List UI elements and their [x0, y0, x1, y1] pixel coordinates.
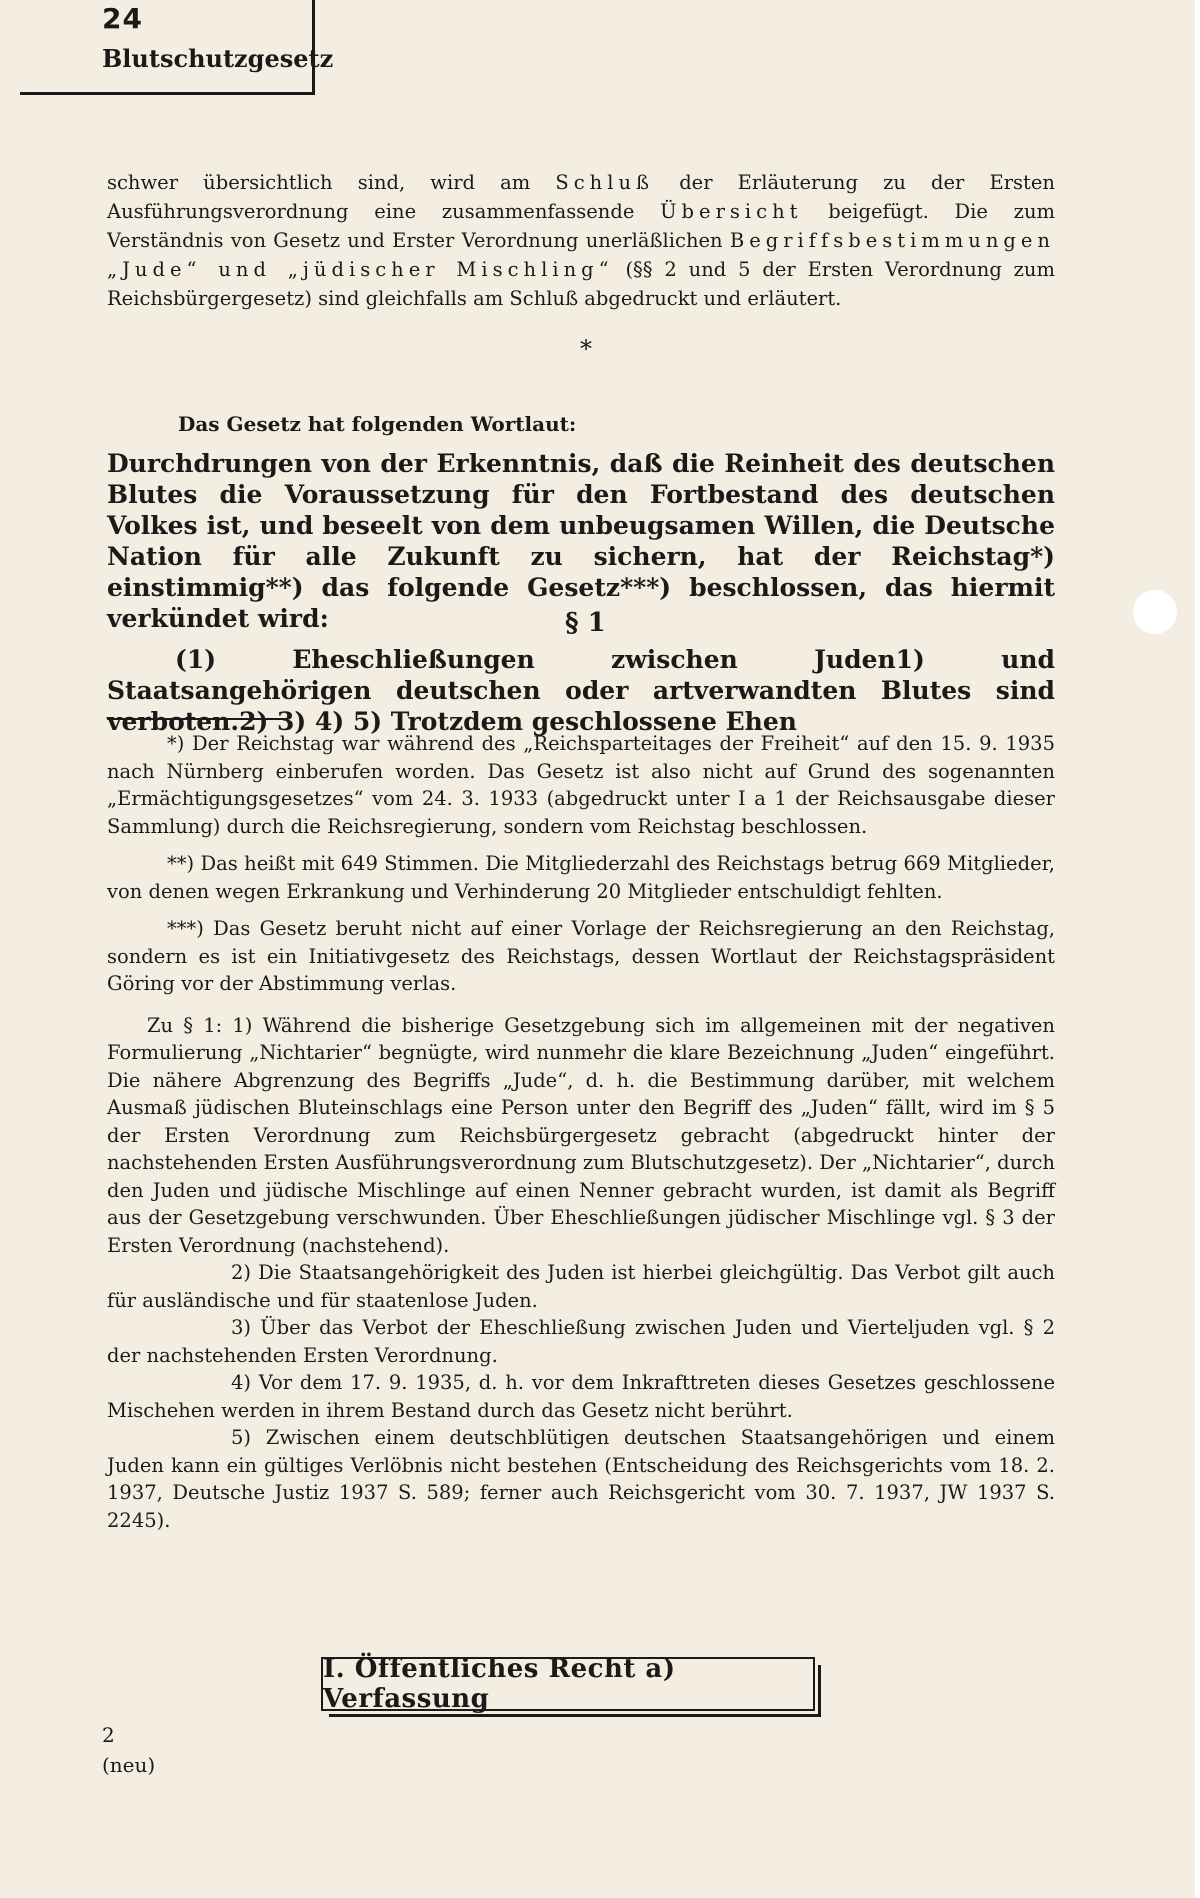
punch-hole: [1133, 590, 1177, 634]
emphasis-uebersicht: Übersicht: [660, 200, 803, 223]
explanation-2: 2) Die Staatsangehörigkeit des Juden ist hierbei gleichgültig. Das Verbot gilt auch für ausländische und für staatenlose Juden.: [107, 1261, 1055, 1312]
intro-text: (§§ 2 und 5 der Ersten Verordnung zum Reichsbürgergesetz) sind gleichfalls am Schluß abgedruckt und erläutert.: [107, 258, 1055, 310]
explanation-5: 5) Zwischen einem deutschblütigen deutschen Staatsangehörigen und einem Juden kann ein gültiges Verlöbnis nicht bestehen (Entscheidung des Reichsgerichts vom 18. 2. 1937, Deutsche Justiz 1937 S. 589; ferner auch Reichsgericht vom 30. 7. 1937, JW 1937 S. 2245).: [107, 1426, 1055, 1532]
page-edge: [1195, 0, 1200, 1898]
footnote-rule: [107, 718, 287, 720]
footnote-2: **) Das heißt mit 649 Stimmen. Die Mitgliederzahl des Reichstags betrug 669 Mitglieder, von denen wegen Erkrankung und Verhinderung 20 Mitglieder entschuldigt fehlten.: [107, 852, 1055, 903]
sheet-number: [102, 1720, 155, 1780]
section-heading: § 1: [565, 608, 606, 638]
section-label: I. Öffentliches Recht a) Verfassung: [323, 1654, 676, 1714]
law-lead: Das Gesetz hat folgenden Wortlaut:: [178, 412, 577, 436]
intro-text: schwer übersichtlich sind, wird am: [107, 171, 556, 194]
footnotes: [107, 730, 1055, 1534]
emphasis-begriffsbestimmungen: Begriffsbestimmungen „Jude“ und „jüdischer Mischling“: [107, 229, 1055, 281]
footnote-1: *) Der Reichstag war während des „Reichsparteitages der Freiheit“ auf den 15. 9. 1935 nach Nürnberg einberufen worden. Das Gesetz ist also nicht auf Grund des sogenannten „Ermächtigungsgesetzes“ vom 24. 3. 1933 (abgedruckt unter I a 1 der Reichsausgabe dieser Sammlung) durch die Reichsregierung, sondern vom Reichstag beschlossen.: [107, 732, 1055, 838]
intro-text: beigefügt. Die zum Verständnis von Gesetz und Erster Verordnung unerläßlichen: [107, 200, 1055, 252]
explanation-4: 4) Vor dem 17. 9. 1935, d. h. vor dem Inkrafttreten dieses Gesetzes geschlossene Mischehen werden in ihrem Bestand durch das Gesetz nicht berührt.: [107, 1371, 1055, 1422]
explanation-3: 3) Über das Verbot der Eheschließung zwischen Juden und Vierteljuden vgl. § 2 der nachstehenden Ersten Verordnung.: [107, 1316, 1055, 1367]
section-label-box: [321, 1654, 815, 1714]
page-number: 24: [102, 2, 143, 35]
sheet-number-value: 2: [102, 1723, 115, 1747]
law-preamble: Durchdrungen von der Erkenntnis, daß die Reinheit des deutschen Blutes die Voraussetzung für den Fortbestand des deutschen Volkes ist, und beseelt von dem unbeugsamen Willen, die Deutsche Nation für alle Zukunft zu sichern, hat der Reichstag*) einstimmig**) das folgende Gesetz***) beschlossen, das hiermit verkündet wird:: [107, 449, 1055, 633]
law-paragraph-1: [107, 644, 1055, 737]
running-title: Blutschutzgesetz: [102, 44, 334, 73]
intro-paragraph: [107, 168, 1055, 313]
page-header: [20, 0, 334, 95]
paragraph-1-text: (1) Eheschließungen zwischen Juden1) und Staatsangehörigen deutschen oder artverwandten Blutes sind verboten.2) 3) 4) 5) Trotzdem geschlossene Ehen: [107, 645, 1055, 736]
explanation-1: Zu § 1: 1) Während die bisherige Gesetzgebung sich im allgemeinen mit der negativen Formulierung „Nichtarier“ begnügte, wird nunmehr die klare Bezeichnung „Juden“ eingeführt. Die nähere Abgrenzung des Begriffs „Jude“, d. h. die Bestimmung darüber, mit welchem Ausmaß jüdischen Bluteinschlags eine Person unter den Begriff des „Juden“ fällt, wird im § 5 der Ersten Verordnung zum Reichsbürgergesetz gebracht (abgedruckt hinter der nachstehenden Ersten Ausführungsverordnung zum Blutschutzgesetz). Der „Nichtarier“, durch den Juden und jüdische Mischlinge auf einen Nenner gebracht wurden, ist damit als Begriff aus der Gesetzgebung verschwunden. Über Eheschließungen jüdischer Mischlinge vgl. § 3 der Ersten Verordnung (nachstehend).: [107, 1013, 1055, 1257]
footnote-3: ***) Das Gesetz beruht nicht auf einer Vorlage der Reichsregierung an den Reichstag, sondern es ist ein Initiativgesetz des Reichstags, dessen Wortlaut der Reichstagspräsident Göring vor der Abstimmung verlas.: [107, 917, 1055, 995]
sheet-number-note: (neu): [102, 1753, 156, 1777]
intro-text: der Erläuterung zu der Ersten Ausführungsverordnung eine zusammenfassende: [107, 171, 1055, 223]
emphasis-schluss: Schluß: [555, 171, 655, 194]
section-separator: *: [580, 335, 592, 363]
